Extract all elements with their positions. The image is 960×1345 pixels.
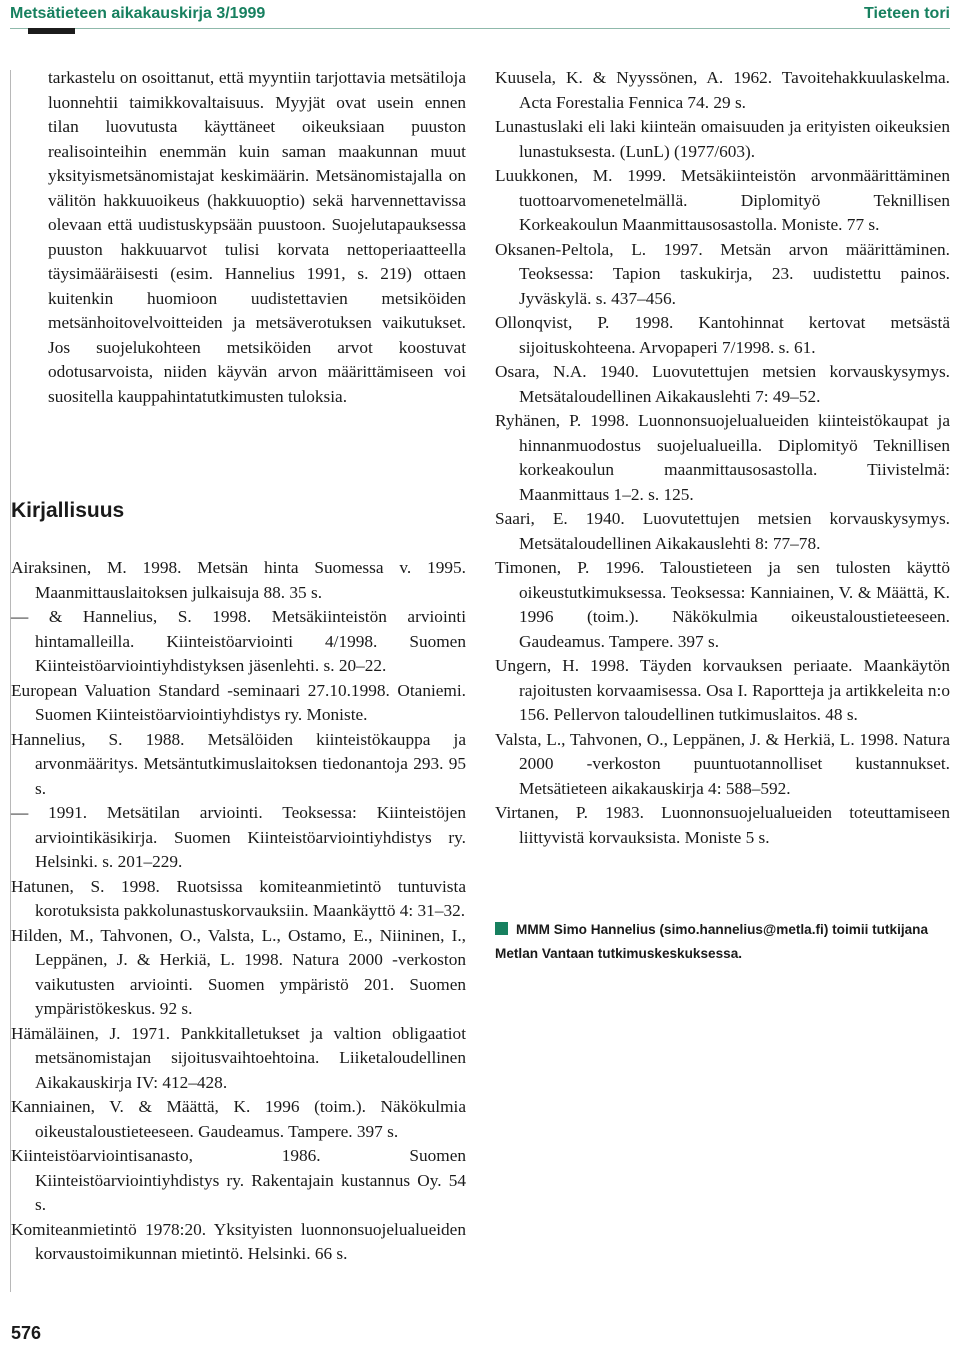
author-note: [495, 918, 950, 966]
reference-item: Kanniainen, V. & Määttä, K. 1996 (toim.). Näkökulmia oikeustaloustieteeseen. Gaudeamus. Tampere. 397 s.: [11, 1097, 466, 1141]
reference-item: Timonen, P. 1996. Taloustieteen ja sen tulosten käyttö oikeustutkimuksessa. Teoksessa: Kanniainen, V. & Määttä, K. 1996 (toim.). Näkökulmia oikeustaloustieteeseen. Gaudeamus. Tampere. 397 s.: [495, 558, 950, 651]
reference-item: Hämäläinen, J. 1971. Pankkitalletukset ja valtion obligaatiot metsänomistajan sijoitusvaihtoehtoina. Liiketaloudellinen Aikakauskirja IV: 412–428.: [11, 1023, 466, 1092]
references-list-right: [495, 66, 950, 850]
reference-item: Hatunen, S. 1998. Ruotsissa komiteanmietintö tuntuvista korotuksista pakkolunastuskorvauksiin. Maankäyttö 4: 31–32.: [11, 876, 466, 920]
reference-item: Kuusela, K. & Nyyssönen, A. 1962. Tavoitehakkuulaskelma. Acta Forestalia Fennica 74. 29 s.: [495, 68, 950, 112]
author-note-text: MMM Simo Hannelius (simo.hannelius@metla.fi) toimii tutkijana Metlan Vantaan tutkimuskeskuksessa.: [495, 922, 929, 961]
reference-item: — 1991. Metsätilan arviointi. Teoksessa: Kiinteistöjen arviointikäsikirja. Suomen Kiinteistöarviointiyhdistys ry. Helsinki. s. 201–229.: [11, 803, 466, 871]
reference-item: Hannelius, S. 1988. Metsälöiden kiinteistökauppa ja arvonmääritys. Metsäntutkimuslaitoksen tiedonantoja 293. 95 s.: [11, 729, 466, 798]
reference-item: Ryhänen, P. 1998. Luonnonsuojelualueiden kiinteistökaupat ja hinnanmuodostus suojelualueilla. Diplomityö Teknillisen korkeakoulun maanmittausosastolla. Tiivistelmä: Maanmittaus 1–2. s. 125.: [495, 411, 950, 504]
reference-item: Airaksinen, M. 1998. Metsän hinta Suomessa v. 1995. Maanmittauslaitoksen julkaisuja 88. 35 s.: [11, 558, 466, 602]
reference-item: Ollonqvist, P. 1998. Kantohinnat kertovat metsästä sijoituskohteena. Arvopaperi 7/1998. s. 61.: [495, 313, 950, 357]
left-column-body: [48, 66, 466, 409]
header-block-mark: [28, 28, 75, 34]
reference-item: Virtanen, P. 1983. Luonnonsuojelualueiden toteuttamiseen liittyvistä korvauksista. Moniste 5 s.: [495, 803, 950, 847]
reference-item: Saari, E. 1940. Luovutettujen metsien korvauskysymys. Metsätaloudellinen Aikakauslehti 8: 77–78.: [495, 509, 950, 553]
reference-item: Kiinteistöarviointisanasto, 1986. Suomen Kiinteistöarviointiyhdistys ry. Rakentajain kustannus Oy. 54 s.: [11, 1146, 466, 1214]
references-list-left: [11, 556, 466, 1267]
square-bullet-icon: [495, 922, 508, 935]
reference-item: European Valuation Standard -seminaari 27.10.1998. Otaniemi. Suomen Kiinteistöarviointiyhdistys ry. Moniste.: [11, 680, 466, 724]
reference-item: Hilden, M., Tahvonen, O., Valsta, L., Ostamo, E., Niininen, I., Leppänen, J. & Herkiä, L. 1998. Natura 2000 -verkoston vaikutusten arviointi. Suomen ympäristö 201. Suomen ympäristökeskus. 92 s.: [11, 925, 466, 1018]
reference-item: Komiteanmietintö 1978:20. Yksityisten luonnonsuojelualueiden korvaustoimikunnan mietintö. Helsinki. 66 s.: [11, 1219, 466, 1263]
reference-item: Osara, N.A. 1940. Luovutettujen metsien korvauskysymys. Metsätaloudellinen Aikakauslehti 7: 49–52.: [495, 362, 950, 406]
section-title: Tieteen tori: [864, 5, 950, 22]
references-heading: Kirjallisuus: [11, 499, 125, 522]
reference-item: — & Hannelius, S. 1998. Metsäkiinteistön arviointi hintamalleilla. Kiinteistöarviointi 4/1998. Suomen Kiinteistöarviointiyhdistyksen jäsenlehti. s. 20–22.: [11, 607, 466, 675]
reference-item: Luukkonen, M. 1999. Metsäkiinteistön arvonmäärittäminen tuottoarvomenetelmällä. Diplomityö Teknillisen Korkeakoulun Maanmittausosastolla. Moniste. 77 s.: [495, 166, 950, 234]
reference-item: Lunastuslaki eli laki kiinteän omaisuuden ja erityisten oikeuksien lunastuksesta. (LunL) (1977/603).: [495, 117, 950, 161]
header-rule: [10, 28, 950, 29]
reference-item: Oksanen-Peltola, L. 1997. Metsän arvon määrittäminen. Teoksessa: Tapion taskukirja, 23. uudistettu painos. Jyväskylä. s. 437–456.: [495, 239, 950, 308]
reference-item: Ungern, H. 1998. Täyden korvauksen periaate. Maankäytön rajoitusten korvaamisessa. Osa I. Raportteja ja artikkeleita n:o 156. Pellervon taloudellinen tutkimuslaitos. 48 s.: [495, 656, 950, 724]
page-header: [0, 0, 960, 40]
journal-title: Metsätieteen aikakauskirja 3/1999: [10, 5, 266, 22]
reference-item: Valsta, L., Tahvonen, O., Leppänen, J. & Herkiä, L. 1998. Natura 2000 -verkoston puuntuotannolliset kustannukset. Metsätieteen aikakauskirja 4: 588–592.: [495, 729, 950, 798]
body-paragraph: tarkastelu on osoittanut, että myyntiin tarjottavia metsätiloja luonnehtii taimikkovaltaisuus. Myyjät ovat usein ennen tilan luovutusta käyttäneet oikeuksiaan puuston realisointeihin enemmän kuin saman maakunnan muut yksityismetsänomistajat keskimäärin. Metsänomistajalla on välitön hakkuuoikeus (hakkuuoptio) sekä harvennettavissa olevaan että uudistuskypsään puustoon. Suojelutapauksessa puuston hakkuuarvot tulisi korvata nettoperiaatteella täysimääräisesti (esim. Hannelius 1991, s. 219) ottaen kuitenkin huomioon uudistettavien metsiköiden metsänhoitovelvoitteiden ja metsäverotuksen vaikutukset. Jos suojelukohteen metsiköiden arvot koostuvat odotusarvoista, niiden käyvän arvon määrittämiseen voi suositella kauppahintatutkimusten tuloksia.: [48, 68, 466, 406]
page-number: 576: [11, 1323, 42, 1343]
